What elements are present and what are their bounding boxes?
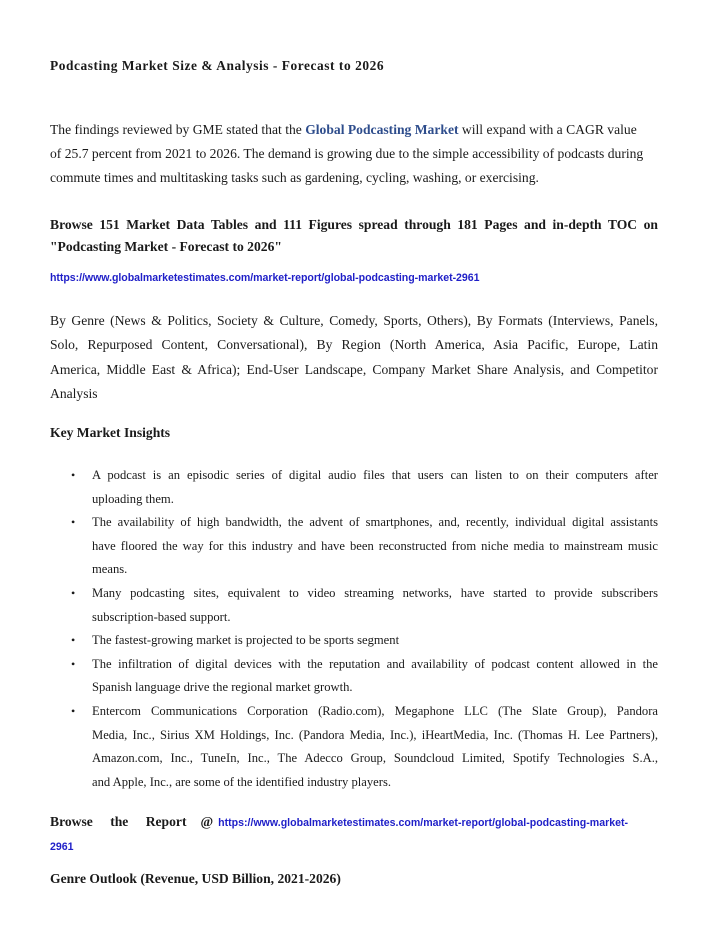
- browse-report-url-link[interactable]: https://www.globalmarketestimates.com/market-report/global-podcasting-market-: [218, 817, 629, 829]
- report-scope-paragraph: [50, 309, 658, 406]
- insight-line: subscription-based support.: [92, 609, 231, 624]
- insight-line: Entercom Communications Corporation (Radio.com), Megaphone LLC (The Slate Group), Pandora: [92, 703, 658, 718]
- insight-line: The infiltration of digital devices with the reputation and availability of podcast content allowed in the: [92, 656, 658, 671]
- browse-heading-line-2: "Podcasting Market - Forecast to 2026": [50, 239, 282, 254]
- browse-tables-heading: [50, 214, 658, 258]
- insight-line: Media, Inc., Sirius XM Holdings, Inc. (Pandora Media, Inc.), iHeartMedia, Inc. (Thomas H. Lee Partners),: [92, 727, 658, 742]
- insight-line: The availability of high bandwidth, the advent of smartphones, and, recently, individual digital assistants: [92, 515, 658, 530]
- insight-list-item: [50, 582, 658, 629]
- insight-list-item: [50, 629, 658, 653]
- insight-line: and Apple, Inc., are some of the identified industry players.: [92, 774, 392, 789]
- browse-report-label: Browse the Report: [50, 814, 187, 829]
- insight-list-item: [50, 700, 658, 794]
- insight-line: Spanish language drive the regional market growth.: [92, 680, 353, 695]
- scope-line-2: Solo, Repurposed Content, Conversational), By Region (North America, Asia Pacific, Europe, Latin: [50, 337, 658, 353]
- insight-list-item: [50, 511, 658, 582]
- insight-list-item: [50, 653, 658, 700]
- insight-list-item: [50, 464, 658, 511]
- insight-line: The fastest-growing market is projected to be sports segment: [92, 633, 400, 648]
- bullet-icon: •: [71, 468, 76, 482]
- browse-report-url-link-continued[interactable]: 2961: [50, 841, 74, 853]
- browse-report-line: [50, 810, 658, 835]
- bullet-icon: •: [71, 633, 76, 648]
- bullet-icon: •: [71, 515, 76, 530]
- insight-line: Amazon.com, Inc., TuneIn, Inc., The Adecco Group, Soundcloud Limited, Spotify Technologies S.A.,: [92, 751, 658, 766]
- bullet-icon: •: [71, 656, 76, 671]
- intro-text-before-link: The findings reviewed by GME stated that the: [50, 122, 302, 137]
- global-podcasting-market-link[interactable]: Global Podcasting Market: [305, 122, 459, 137]
- browse-heading-line-1: Browse 151 Market Data Tables and 111 Figures spread through 181 Pages and in-depth TOC on: [50, 217, 658, 232]
- browse-report-section: [50, 810, 658, 859]
- key-insights-list: [50, 464, 658, 794]
- bullet-icon: •: [71, 585, 76, 600]
- key-market-insights-heading: Key Market Insights: [50, 425, 171, 440]
- insight-line: uploading them.: [92, 491, 174, 506]
- intro-line-3: commute times and multitasking tasks such as gardening, cycling, washing, or exercising.: [50, 170, 539, 185]
- bullet-icon: •: [71, 703, 76, 718]
- scope-line-3: America, Middle East & Africa); End-User Landscape, Company Market Share Analysis, and Competitor: [50, 361, 658, 377]
- scope-line-1: By Genre (News & Politics, Society & Culture, Comedy, Sports, Others), By Formats (Interviews, Panels,: [50, 313, 658, 328]
- insight-line: means.: [92, 562, 128, 577]
- intro-text-after-link: will expand with a CAGR value: [461, 122, 637, 137]
- at-symbol: @: [200, 814, 214, 829]
- insight-line: A podcast is an episodic series of digital audio files that users can listen to on their computers after: [92, 468, 658, 482]
- insight-line: Many podcasting sites, equivalent to video streaming networks, have started to provide subscribers: [92, 585, 658, 600]
- document-title: Podcasting Market Size & Analysis - Forecast to 2026: [50, 58, 385, 73]
- intro-line-1: [50, 118, 658, 142]
- insight-line: have floored the way for this industry and have been reconstructed from niche media to mainstream music: [92, 538, 658, 553]
- report-url-link[interactable]: https://www.globalmarketestimates.com/market-report/global-podcasting-market-2961: [50, 272, 480, 284]
- genre-outlook-heading: Genre Outlook (Revenue, USD Billion, 2021-2026): [50, 871, 341, 886]
- scope-line-4: Analysis: [50, 385, 98, 401]
- intro-line-2: of 25.7 percent from 2021 to 2026. The demand is growing due to the simple accessibility of podcasts during: [50, 146, 644, 161]
- intro-paragraph: [50, 118, 658, 190]
